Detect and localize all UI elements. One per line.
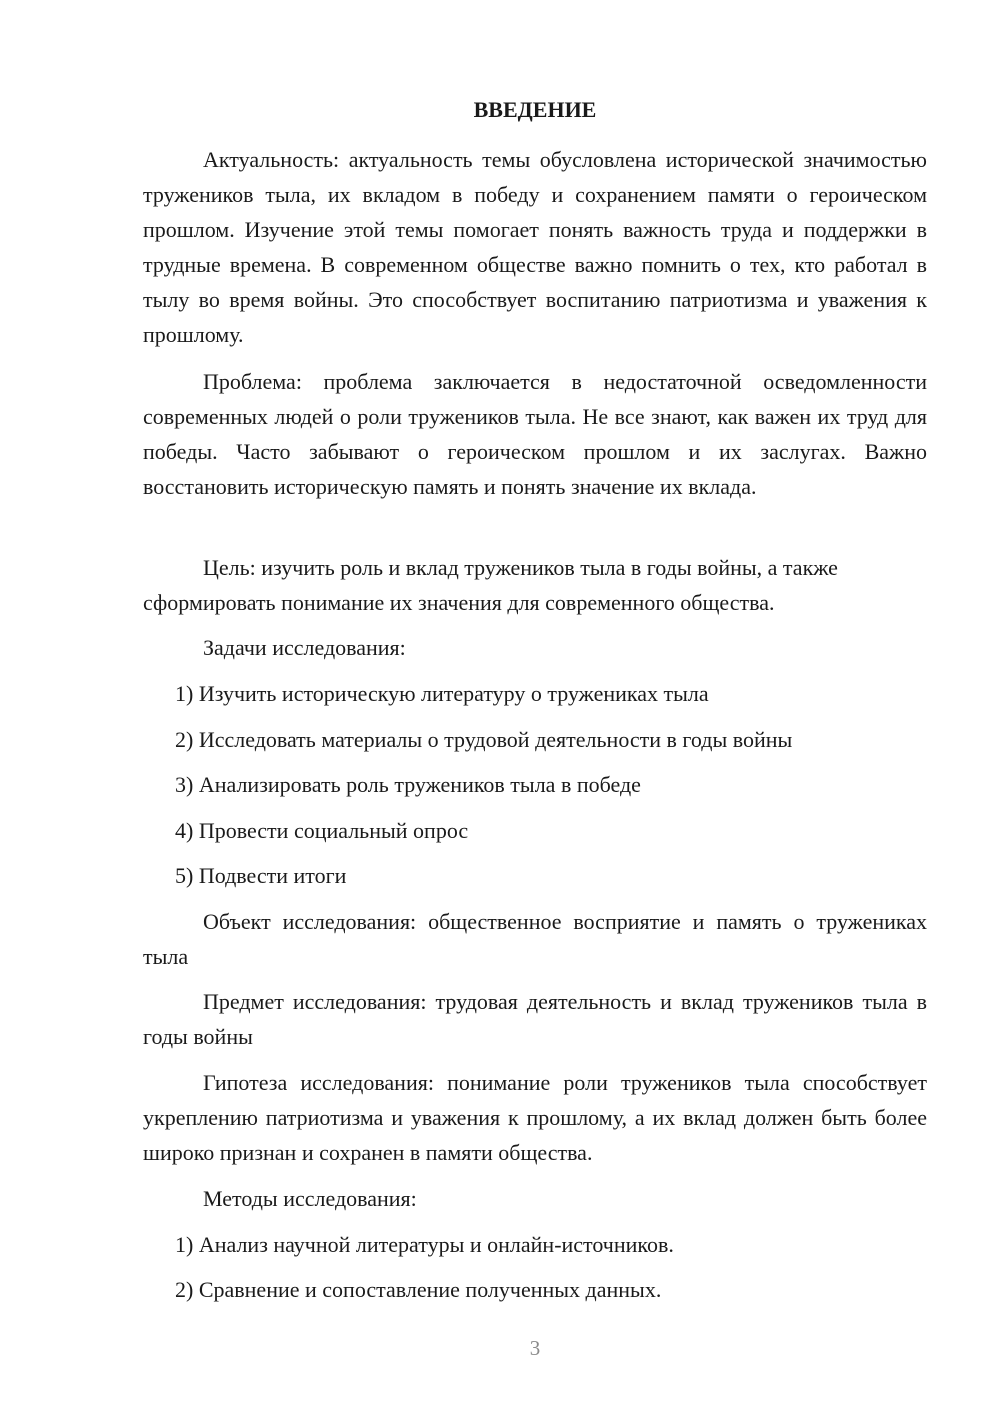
- methods-title: Методы исследования:: [203, 1186, 417, 1211]
- object-paragraph: Объект исследования: общественное восприятие и память о тружениках тыла: [143, 909, 927, 969]
- method-item: 1) Анализ научной литературы и онлайн-источников.: [175, 1232, 674, 1257]
- problem-paragraph: Проблема: проблема заключается в недостаточной осведомленности современных людей о роли тружеников тыла. Не все знают, как важен их труд для победы. Часто забывают о героическом прошлом и их заслугах. Важно восстановить историческую память и понять значение их вклада.: [143, 369, 927, 499]
- task-item: 4) Провести социальный опрос: [175, 818, 469, 843]
- subject-paragraph: Предмет исследования: трудовая деятельность и вклад тружеников тыла в годы войны: [143, 989, 927, 1049]
- relevance-paragraph: Актуальность: актуальность темы обусловлена исторической значимостью тружеников тыла, их вкладом в победу и сохранением памяти о героическом прошлом. Изучение этой темы помогает понять важность труда и поддержки в трудные времена. В современном обществе важно помнить о тех, кто работал в тылу во время войны. Это способствует воспитанию патриотизма и уважения к прошлому.: [143, 147, 927, 347]
- task-item: 1) Изучить историческую литературу о тружениках тыла: [175, 681, 709, 706]
- tasks-title: Задачи исследования:: [203, 635, 406, 660]
- goal-paragraph: Цель: изучить роль и вклад тружеников тыла в годы войны, а также сформировать понимание их значения для современного общества.: [143, 555, 838, 615]
- method-item: 2) Сравнение и сопоставление полученных данных.: [175, 1277, 662, 1302]
- page-heading: ВВЕДЕНИЕ: [473, 97, 597, 122]
- hypothesis-paragraph: Гипотеза исследования: понимание роли тружеников тыла способствует укреплению патриотизма и уважения к прошлому, а их вклад должен быть более широко признан и сохранен в памяти общества.: [143, 1070, 927, 1165]
- page-number: 3: [529, 1336, 541, 1360]
- task-item: 3) Анализировать роль тружеников тыла в победе: [175, 772, 641, 797]
- task-item: 2) Исследовать материалы о трудовой деятельности в годы войны: [175, 727, 793, 752]
- task-item: 5) Подвести итоги: [175, 863, 347, 888]
